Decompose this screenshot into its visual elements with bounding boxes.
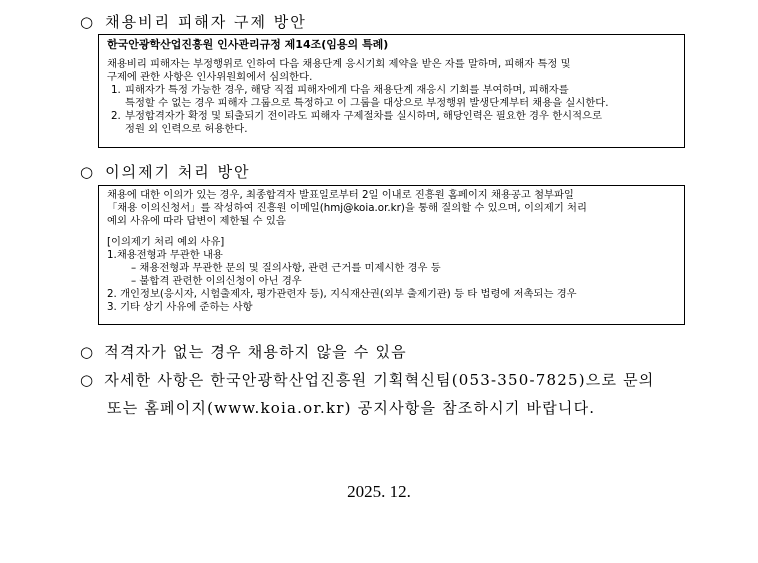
item-line: 정원 외 인력으로 허용한다.: [125, 123, 248, 135]
exception-sub-item: – 불합격 관련한 이의신청이 아닌 경우: [131, 275, 302, 287]
regulation-item: [107, 110, 678, 136]
section-heading-text: 채용비리 피해자 구제 방안: [105, 13, 307, 31]
exception-item: 3. 기타 상기 사유에 준하는 사항: [107, 301, 253, 313]
notice-text: 또는 홈페이지(www.koia.or.kr) 공지사항을 참조하시기 바랍니다.: [107, 399, 596, 417]
item-number: 1.: [111, 84, 121, 96]
objection-intro-line: 예외 사유에 따라 답변이 제한될 수 있음: [107, 215, 286, 227]
notice-no-qualified: [80, 341, 407, 362]
circle-bullet-icon: ○: [80, 163, 96, 181]
item-number: 2.: [111, 110, 121, 122]
objection-intro-line: 채용에 대한 이의가 있는 경우, 최종합격자 발표일로부터 2일 이내로 진흥원 홈페이지 채용공고 첨부파일: [107, 189, 574, 201]
regulation-box: [98, 34, 685, 148]
section-heading-victim-relief: [80, 11, 307, 32]
regulation-title: 한국안광학산업진흥원 인사관리규정 제14조(임용의 특례): [107, 38, 389, 51]
item-line: 피해자가 특정 가능한 경우, 해당 직접 피해자에게 다음 채용단계 재응시 기회를 부여하며, 피해자를: [125, 84, 569, 96]
regulation-item: [107, 84, 678, 110]
document-date: 2025. 12.: [347, 482, 411, 501]
circle-bullet-icon: ○: [80, 343, 95, 361]
notice-contact: [80, 369, 655, 390]
item-line: 특정할 수 없는 경우 피해자 그룹으로 특정하고 이 그룹을 대상으로 부정행위 발생단계부터 채용을 실시한다.: [125, 97, 609, 109]
exceptions-title: [이의제기 처리 예외 사유]: [107, 236, 225, 248]
section-heading-objection: [80, 161, 251, 182]
objection-intro-line: 「채용 이의신청서」를 작성하여 진흥원 이메일(hmj@koia.or.kr)을 통해 질의할 수 있으며, 이의제기 처리: [107, 202, 587, 214]
circle-bullet-icon: ○: [80, 371, 95, 389]
exception-sub-item: – 채용전형과 무관한 문의 및 질의사항, 관련 근거를 미제시한 경우 등: [131, 262, 441, 274]
regulation-intro-line: 채용비리 피해자는 부정행위로 인하여 다음 채용단계 응시기회 제약을 받은 자를 말하며, 피해자 특정 및: [107, 58, 571, 70]
exception-item: 2. 개인정보(응시자, 시험출제자, 평가관련자 등), 지식재산권(외부 출제기관) 등 타 법령에 저촉되는 경우: [107, 288, 577, 300]
notice-text: 적격자가 없는 경우 채용하지 않을 수 있음: [104, 343, 407, 361]
notice-text: 자세한 사항은 한국안광학산업진흥원 기획혁신팀(053-350-7825)으로 문의: [104, 371, 655, 389]
circle-bullet-icon: ○: [80, 13, 96, 31]
regulation-intro-line: 구제에 관한 사항은 인사위원회에서 심의한다.: [107, 71, 313, 83]
exception-item: 1.채용전형과 무관한 내용: [107, 249, 223, 261]
notice-contact-cont: [107, 397, 595, 418]
item-line: 부정합격자가 확정 및 퇴출되기 전이라도 피해자 구제절차를 실시하며, 해당인력은 필요한 경우 한시적으로: [125, 110, 602, 122]
objection-box: [98, 185, 685, 325]
section-heading-text: 이의제기 처리 방안: [105, 163, 251, 181]
